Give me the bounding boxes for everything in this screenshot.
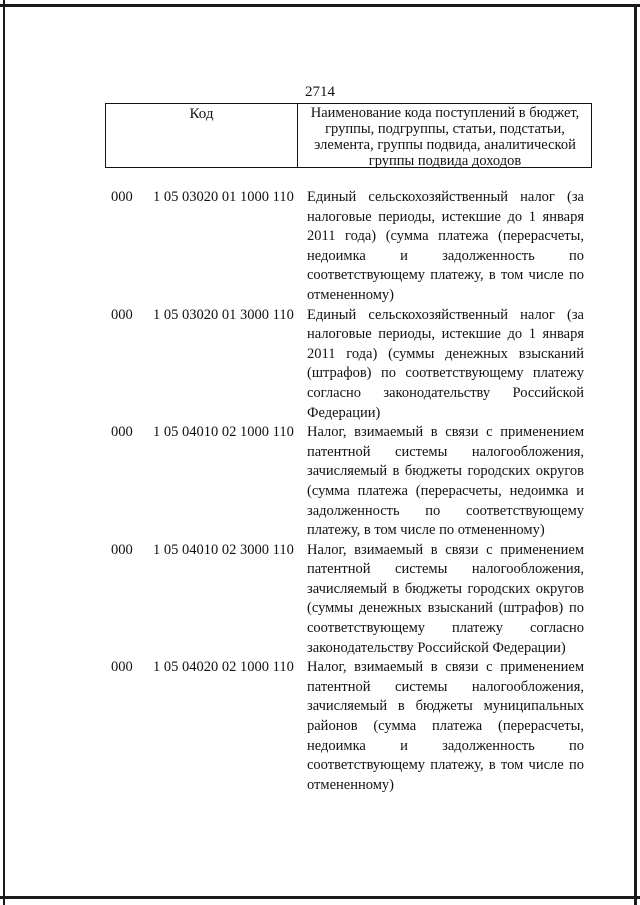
table-row <box>0 541 640 659</box>
header-name-cell: Наименование кода поступлений в бюджет, группы, подгруппы, статьи, подстатьи, элемента, группы подвида, аналитической группы подвида доходов <box>310 105 580 169</box>
page-number: 2714 <box>305 84 335 100</box>
table-row <box>0 306 640 424</box>
scan-edge-bottom <box>0 896 640 899</box>
header-code-cell: Код <box>106 104 298 167</box>
row-admin-code: 000 <box>111 659 133 676</box>
row-admin-code: 000 <box>111 306 133 323</box>
row-description: Налог, взимаемый в связи с применением патентной системы налогообложения, зачисляемый в бюджеты городских округов (суммы денежных взысканий (штрафов) по соответствующему платежу согласно законодательству Российской Федерации) <box>307 541 584 656</box>
row-revenue-code: 1 05 04010 02 1000 110 <box>153 424 294 441</box>
table-body <box>0 188 640 795</box>
row-revenue-code: 1 05 03020 01 1000 110 <box>153 189 294 205</box>
table-header <box>105 103 592 168</box>
table-row <box>0 658 640 795</box>
row-revenue-code: 1 05 04010 02 3000 110 <box>153 541 294 558</box>
row-description: Единый сельскохозяйственный налог (за налоговые периоды, истекшие до 1 января 2011 года) (сумма платежа (перерасчеты, недоимка и задолженность по соответствующему платежу, в том числе по отмененному) <box>307 189 584 303</box>
table-row <box>0 423 640 541</box>
row-revenue-code: 1 05 04020 02 1000 110 <box>153 659 294 676</box>
row-description: Единый сельскохозяйственный налог (за налоговые периоды, истекшие до 1 января 2011 года) (суммы денежных взысканий (штрафов) по соответствующему платежу согласно законодательству Российской Федерации) <box>307 306 584 421</box>
table-row <box>0 188 640 306</box>
row-description: Налог, взимаемый в связи с применением патентной системы налогообложения, зачисляемый в бюджеты муниципальных районов (сумма платежа (перерасчеты, недоимка и задолженность по соответствующему платежу, в том числе по отмененному) <box>307 659 584 793</box>
row-revenue-code: 1 05 03020 01 3000 110 <box>153 306 294 323</box>
scan-edge-top <box>0 4 640 7</box>
row-admin-code: 000 <box>111 541 133 558</box>
row-admin-code: 000 <box>111 424 133 441</box>
row-description: Налог, взимаемый в связи с применением патентной системы налогообложения, зачисляемый в бюджеты городских округов (сумма платежа (перерасчеты, недоимка и задолженность по соответствующему платежу, в том числе по отмененному) <box>307 424 584 539</box>
row-admin-code: 000 <box>111 189 133 205</box>
